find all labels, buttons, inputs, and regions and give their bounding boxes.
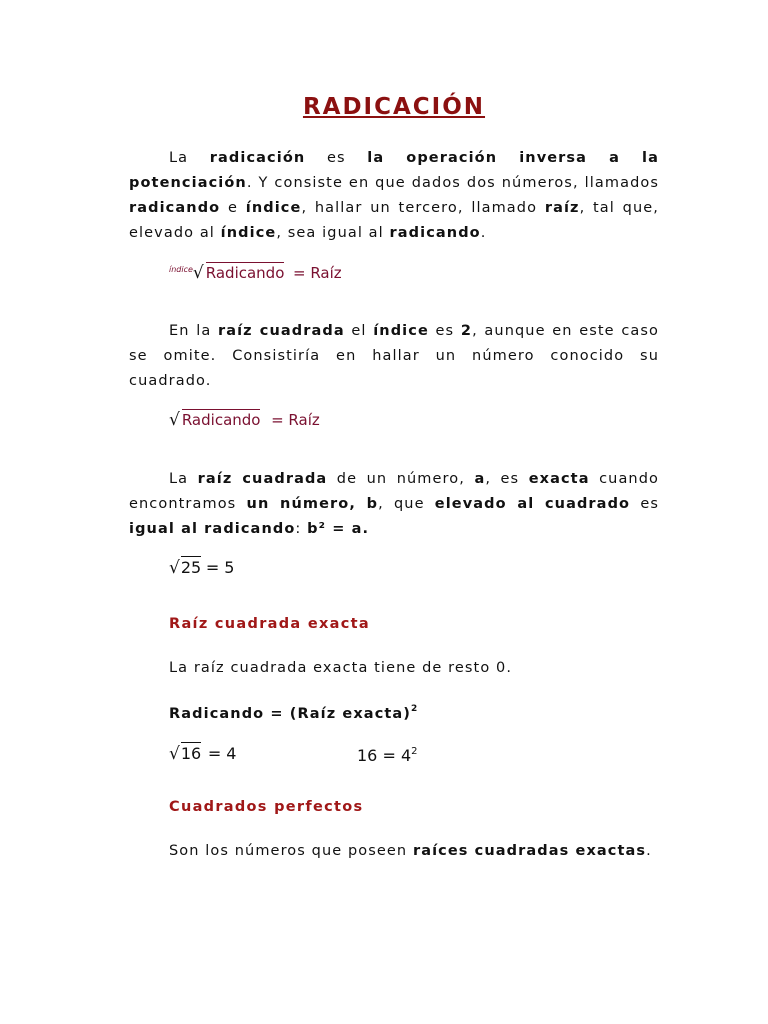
text: Son los números que poseen bbox=[169, 843, 413, 859]
text: La bbox=[169, 150, 210, 166]
radicand: 25 bbox=[180, 558, 202, 577]
formula-sqrt-25 bbox=[169, 558, 234, 578]
text: En la bbox=[169, 323, 218, 339]
text: e bbox=[220, 200, 246, 216]
radical-sign-icon: √ bbox=[169, 558, 180, 578]
bold-text: raíz cuadrada bbox=[197, 471, 328, 487]
bold-text: radicando bbox=[389, 225, 481, 241]
bold-text: un número, b bbox=[246, 496, 379, 512]
bold-text: la operación inversa a la potenciación bbox=[129, 150, 660, 191]
text: el bbox=[344, 323, 374, 339]
result: = Raíz bbox=[293, 264, 342, 282]
exact-rest-text: La raíz cuadrada exacta tiene de resto 0. bbox=[169, 660, 513, 676]
bold-text: índice bbox=[220, 225, 277, 241]
rule-exponent: 2 bbox=[411, 704, 419, 714]
result: = Raíz bbox=[271, 411, 320, 429]
radical-sign-icon: √ bbox=[192, 263, 204, 283]
bold-text: índice bbox=[245, 200, 302, 216]
text: cuando encontramos bbox=[129, 471, 659, 512]
text: , es bbox=[485, 471, 529, 487]
bold-text: raíz cuadrada bbox=[217, 323, 345, 339]
text: : bbox=[295, 521, 308, 537]
bold-text: raíz bbox=[544, 200, 580, 216]
power-exponent: 2 bbox=[411, 746, 418, 757]
page-title: RADICACIÓN bbox=[302, 94, 486, 120]
text: de un número, bbox=[327, 471, 475, 487]
heading-perfect-squares: Cuadrados perfectos bbox=[169, 799, 364, 815]
formula-general-root bbox=[169, 263, 342, 283]
text: es bbox=[428, 323, 461, 339]
radicand: 16 bbox=[180, 744, 202, 763]
bold-text: raíces cuadradas exactas bbox=[412, 843, 647, 859]
text: , que bbox=[378, 496, 435, 512]
text: , hallar un tercero, llamado bbox=[301, 200, 545, 216]
bold-text: radicación bbox=[209, 150, 306, 166]
bold-text: b² = a. bbox=[307, 521, 370, 537]
heading-exact-square-root: Raíz cuadrada exacta bbox=[169, 616, 370, 632]
formula-square-root bbox=[169, 410, 320, 430]
rule-text: Radicando = (Raíz exacta) bbox=[169, 706, 412, 722]
radical-sign-icon: √ bbox=[169, 744, 180, 764]
bold-text: índice bbox=[373, 323, 429, 339]
power-base: 16 = 4 bbox=[357, 746, 412, 765]
radical-sign-icon: √ bbox=[169, 410, 180, 430]
radicand: Radicando bbox=[181, 411, 261, 429]
perfect-squares-paragraph bbox=[129, 839, 659, 864]
result: = 4 bbox=[207, 744, 237, 763]
bold-text: 2 bbox=[460, 323, 473, 339]
text: La bbox=[169, 471, 198, 487]
bold-text: exacta bbox=[528, 471, 590, 487]
text: , aunque en este caso se omite. Consistiría en hallar un número conocido su cuadrado. bbox=[129, 323, 659, 389]
text: . Y consiste en que dados dos números, llamados bbox=[246, 175, 659, 191]
text: , sea igual al bbox=[276, 225, 390, 241]
exact-root-paragraph bbox=[129, 467, 659, 542]
intro-paragraph bbox=[129, 146, 659, 246]
bold-text: elevado al cuadrado bbox=[434, 496, 631, 512]
formula-sqrt-16 bbox=[169, 744, 236, 764]
index-label: índice bbox=[169, 265, 193, 274]
square-root-paragraph bbox=[129, 319, 659, 394]
radicand: Radicando bbox=[205, 264, 285, 282]
text: . bbox=[480, 225, 487, 241]
text: . bbox=[646, 843, 652, 859]
result: = 5 bbox=[205, 558, 235, 577]
bold-text: igual al radicando bbox=[129, 521, 296, 537]
formula-16-power bbox=[357, 746, 418, 765]
bold-text: radicando bbox=[129, 200, 221, 216]
bold-text: a bbox=[474, 471, 486, 487]
text: , tal que, elevado al bbox=[129, 200, 659, 241]
rule-formula bbox=[169, 704, 418, 722]
text: es bbox=[630, 496, 660, 512]
text: es bbox=[305, 150, 368, 166]
